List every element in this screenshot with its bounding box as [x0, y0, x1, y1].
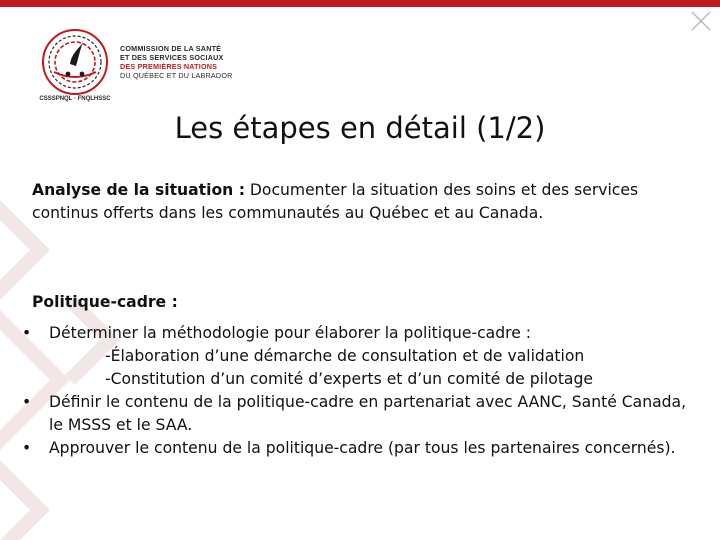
logo-wordmark: [120, 44, 233, 80]
bullet-glyph: •: [22, 393, 32, 411]
analysis-text: Documenter la situation des soins et des services continus offerts dans les communautés au Québec et au Canada.: [32, 181, 639, 222]
corner-decoration: [690, 10, 712, 32]
policy-bullet-list: [0, 322, 720, 460]
bullet-glyph: •: [22, 439, 32, 457]
list-item: [0, 391, 699, 437]
analysis-label: Analyse de la situation :: [32, 181, 245, 199]
slide-title: Les étapes en détail (1/2): [174, 111, 546, 145]
bullet-text: Déterminer la méthodologie pour élaborer la politique-cadre :: [49, 324, 532, 342]
list-item: [0, 437, 699, 460]
bullet-glyph: •: [22, 324, 32, 342]
logo-arc-text: CSSSPNQL · FNQLHSSC: [39, 96, 111, 102]
logo-line-3: DES PREMIÈRES NATIONS: [120, 62, 218, 71]
top-red-bar: [0, 0, 720, 7]
bullet-text: Définir le contenu de la politique-cadre en partenariat avec AANC, Santé Canada, le MSSS et le SAA.: [49, 393, 687, 434]
logo-line-4: DU QUÉBEC ET DU LABRADOR: [120, 71, 233, 80]
policy-heading: Politique-cadre :: [32, 293, 178, 311]
list-item: [0, 322, 699, 391]
bullet-text: Approuver le contenu de la politique-cadre (par tous les partenaires concernés).: [49, 439, 676, 457]
analysis-paragraph: [32, 179, 692, 225]
sub-item: -Constitution d’un comité d’experts et d’un comité de pilotage: [105, 370, 593, 388]
organization-logo: [34, 22, 334, 104]
logo-line-1: COMMISSION DE LA SANTÉ: [120, 44, 222, 53]
logo-line-2: ET DES SERVICES SOCIAUX: [120, 53, 224, 62]
sub-item: -Élaboration d’une démarche de consultation et de validation: [105, 347, 585, 365]
logo-emblem: [34, 22, 116, 104]
